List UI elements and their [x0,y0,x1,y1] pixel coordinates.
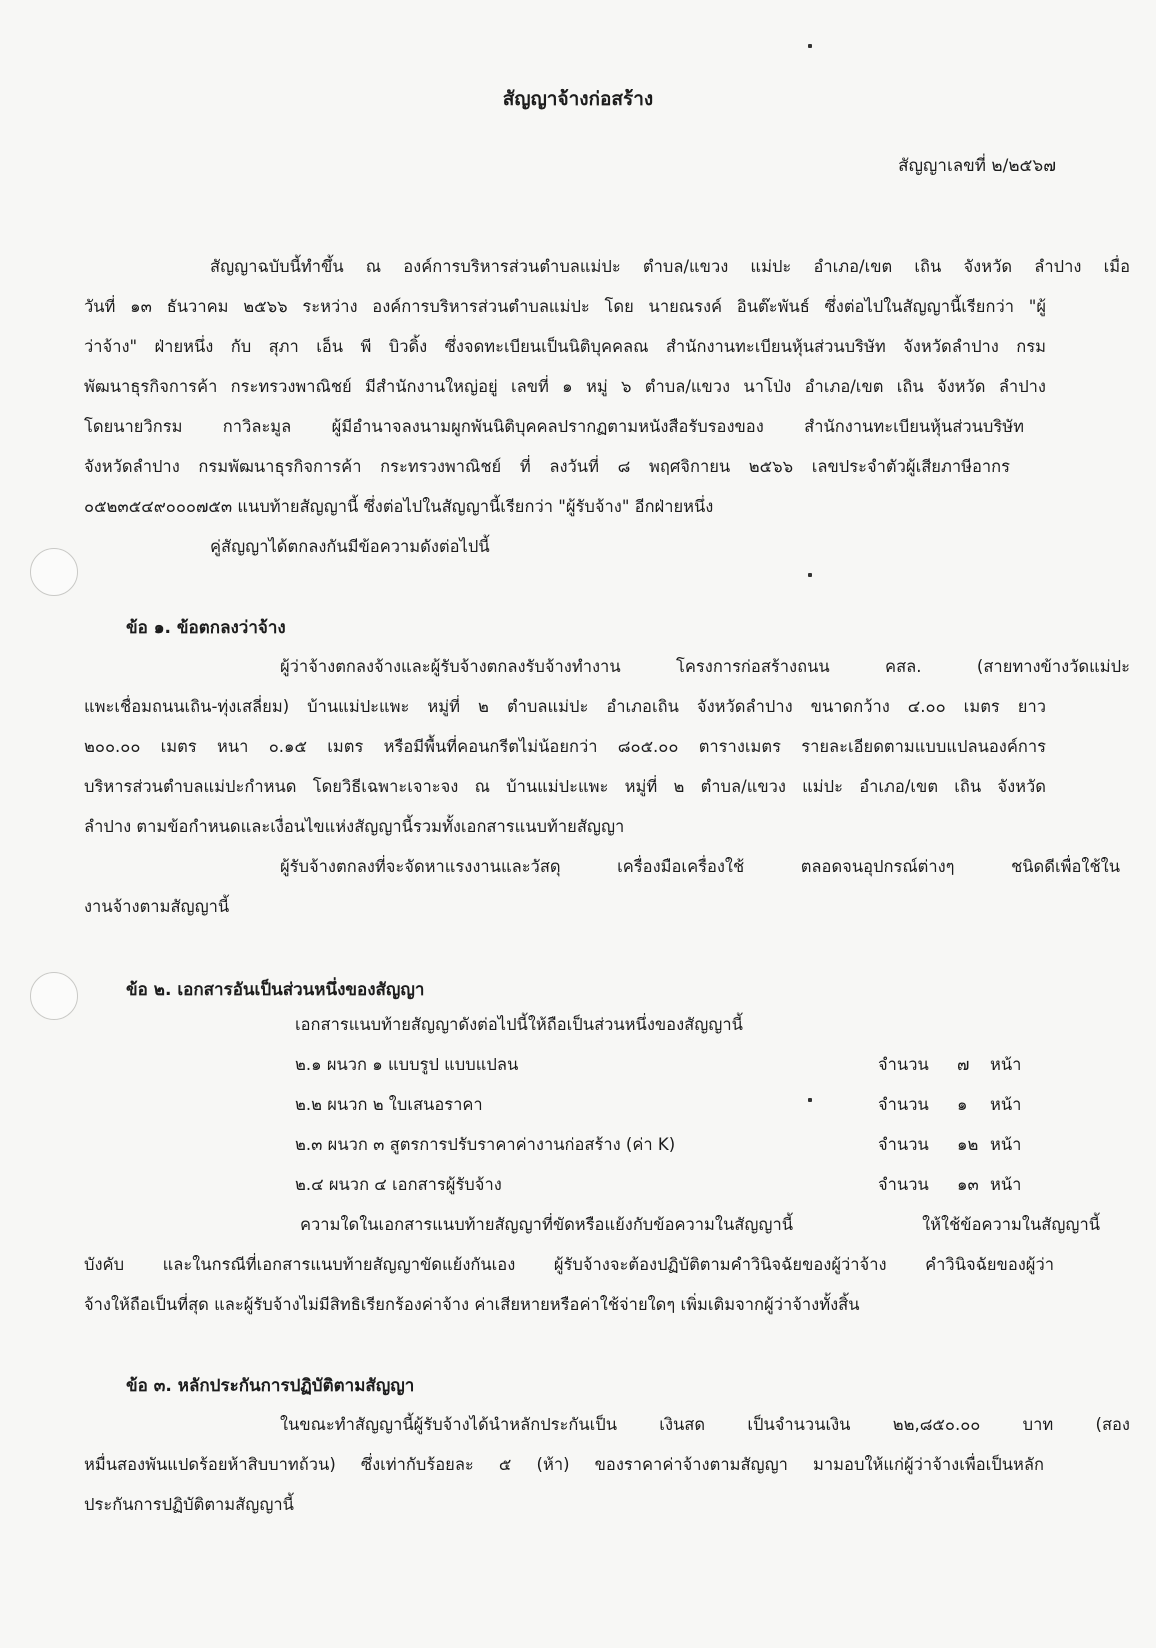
section-1-line: ผู้รับจ้างตกลงที่จะจัดหาแรงงานและวัสดุ เครื่องมือเครื่องใช้ ตลอดจนอุปกรณ์ต่างๆ ชนิดดีเพื่อใช้ใน [280,857,1120,876]
attachment-count: ๑๓ [957,1175,979,1194]
intro-line: ๐๕๒๓๕๔๙๐๐๐๗๕๓ แนบท้ายสัญญานี้ ซึ่งต่อไปในสัญญานี้เรียกว่า "ผู้รับจ้าง" อีกฝ่ายหนึ่ง [84,497,714,516]
section-1-line: แพะเชื่อมถนนเถิน-ทุ่งเสลี่ยม) บ้านแม่ปะแพะ หมู่ที่ ๒ ตำบลแม่ปะ อำเภอเถิน จังหวัดลำปาง ขนาดกว้าง ๔.๐๐ เมตร ยาว [84,697,1046,716]
punch-hole [30,972,78,1020]
attachment-unit: หน้า [990,1175,1022,1194]
attachment-count: ๗ [957,1055,970,1074]
attachment-label: ๒.๑ ผนวก ๑ แบบรูป แบบแปลน [295,1055,519,1074]
section-3-line: ในขณะทำสัญญานี้ผู้รับจ้างได้นำหลักประกันเป็น เงินสด เป็นจำนวนเงิน ๒๒,๘๕๐.๐๐ บาท (สอง [280,1415,1130,1434]
section-2-intro-line: เอกสารแนบท้ายสัญญาดังต่อไปนี้ให้ถือเป็นส่วนหนึ่งของสัญญานี้ [295,1015,743,1034]
intro-line: ว่าจ้าง" ฝ่ายหนึ่ง กับ สุภา เอ็น พี บิวดิ้ง ซึ่งจดทะเบียนเป็นนิติบุคคลณ สำนักงานทะเบียนหุ้นส่วนบริษัท จังหวัดลำปาง กรม [84,337,1046,356]
attachment-count: ๑๒ [957,1135,979,1154]
section-1-line: งานจ้างตามสัญญานี้ [84,897,230,916]
section-3-heading: ข้อ ๓. หลักประกันการปฏิบัติตามสัญญา [126,1376,415,1396]
scan-speck [808,1098,812,1102]
intro-line: โดยนายวิกรม กาวิละมูล ผู้มีอำนาจลงนามผูกพันนิติบุคคลปรากฏตามหนังสือรับรองของ สำนักงานทะเบียนหุ้นส่วนบริษัท [84,417,1024,436]
attachment-count: ๑ [957,1095,968,1114]
punch-hole [30,548,78,596]
section-1-heading: ข้อ ๑. ข้อตกลงว่าจ้าง [126,618,286,638]
intro-line: พัฒนาธุรกิจการค้า กระทรวงพาณิชย์ มีสำนักงานใหญ่อยู่ เลขที่ ๑ หมู่ ๖ ตำบล/แขวง นาโป่ง อำเภอ/เขต เถิน จังหวัด ลำปาง [84,377,1046,396]
attachment-count-label: จำนวน [878,1135,929,1154]
section-1-line: ๒๐๐.๐๐ เมตร หนา ๐.๑๕ เมตร หรือมีพื้นที่คอนกรีตไม่น้อยกว่า ๘๐๕.๐๐ ตารางเมตร รายละเอียดตามแบบแปลนองค์การ [84,737,1046,756]
document-title: สัญญาจ้างก่อสร้าง [502,88,654,110]
section-3-line: หมื่นสองพันแปดร้อยห้าสิบบาทถ้วน) ซึ่งเท่ากับร้อยละ ๕ (ห้า) ของราคาค่าจ้างตามสัญญา มามอบให้แก่ผู้ว่าจ้างเพื่อเป็นหลัก [84,1455,1044,1474]
attachment-unit: หน้า [990,1095,1022,1114]
intro-line: คู่สัญญาได้ตกลงกันมีข้อความดังต่อไปนี้ [210,537,490,556]
attachment-count-label: จำนวน [878,1055,929,1074]
intro-line: สัญญาฉบับนี้ทำขึ้น ณ องค์การบริหารส่วนตำบลแม่ปะ ตำบล/แขวง แม่ปะ อำเภอ/เขต เถิน จังหวัด ลำปาง เมื่อ [210,257,1130,276]
attachment-unit: หน้า [990,1135,1022,1154]
attachment-count-label: จำนวน [878,1175,929,1194]
section-1-line: บริหารส่วนตำบลแม่ปะกำหนด โดยวิธีเฉพาะเจาะจง ณ บ้านแม่ปะแพะ หมู่ที่ ๒ ตำบล/แขวง แม่ปะ อำเภอ/เขต เถิน จังหวัด [84,777,1046,796]
scan-speck [808,573,812,577]
attachment-unit: หน้า [990,1055,1022,1074]
intro-line: จังหวัดลำปาง กรมพัฒนาธุรกิจการค้า กระทรวงพาณิชย์ ที่ ลงวันที่ ๘ พฤศจิกายน ๒๕๖๖ เลขประจำตัวผู้เสียภาษีอากร [84,457,1010,476]
section-2-line: จ้างให้ถือเป็นที่สุด และผู้รับจ้างไม่มีสิทธิเรียกร้องค่าจ้าง ค่าเสียหายหรือค่าใช้จ่ายใดๆ เพิ่มเติมจากผู้ว่าจ้างทั้งสิ้น [84,1295,860,1314]
scan-speck [808,44,812,48]
section-2-line: ความใดในเอกสารแนบท้ายสัญญาที่ขัดหรือแย้งกับข้อความในสัญญานี้ ให้ใช้ข้อความในสัญญานี้ [300,1215,1100,1234]
section-3-line: ประกันการปฏิบัติตามสัญญานี้ [84,1495,294,1514]
intro-line: วันที่ ๑๓ ธันวาคม ๒๕๖๖ ระหว่าง องค์การบริหารส่วนตำบลแม่ปะ โดย นายณรงค์ อินต๊ะพันธ์ ซึ่งต่อไปในสัญญานี้เรียกว่า "ผู้ [84,297,1046,316]
attachment-label: ๒.๒ ผนวก ๒ ใบเสนอราคา [295,1095,483,1114]
attachment-label: ๒.๔ ผนวก ๔ เอกสารผู้รับจ้าง [295,1175,502,1194]
section-2-heading: ข้อ ๒. เอกสารอันเป็นส่วนหนึ่งของสัญญา [126,980,425,1000]
section-1-line: ลำปาง ตามข้อกำหนดและเงื่อนไขแห่งสัญญานี้รวมทั้งเอกสารแนบท้ายสัญญา [84,817,625,836]
attachment-label: ๒.๓ ผนวก ๓ สูตรการปรับราคาค่างานก่อสร้าง (ค่า K) [295,1135,676,1154]
section-1-line: ผู้ว่าจ้างตกลงจ้างและผู้รับจ้างตกลงรับจ้างทำงาน โครงการก่อสร้างถนน คสล. (สายทางข้างวัดแม่ปะ [280,657,1130,676]
section-2-line: บังคับ และในกรณีที่เอกสารแนบท้ายสัญญาขัดแย้งกันเอง ผู้รับจ้างจะต้องปฏิบัติตามคำวินิจฉัยของผู้ว่าจ้าง คำวินิจฉัยของผู้ว่า [84,1255,1054,1274]
contract-number: สัญญาเลขที่ ๒/๒๕๖๗ [898,156,1056,176]
attachment-count-label: จำนวน [878,1095,929,1114]
